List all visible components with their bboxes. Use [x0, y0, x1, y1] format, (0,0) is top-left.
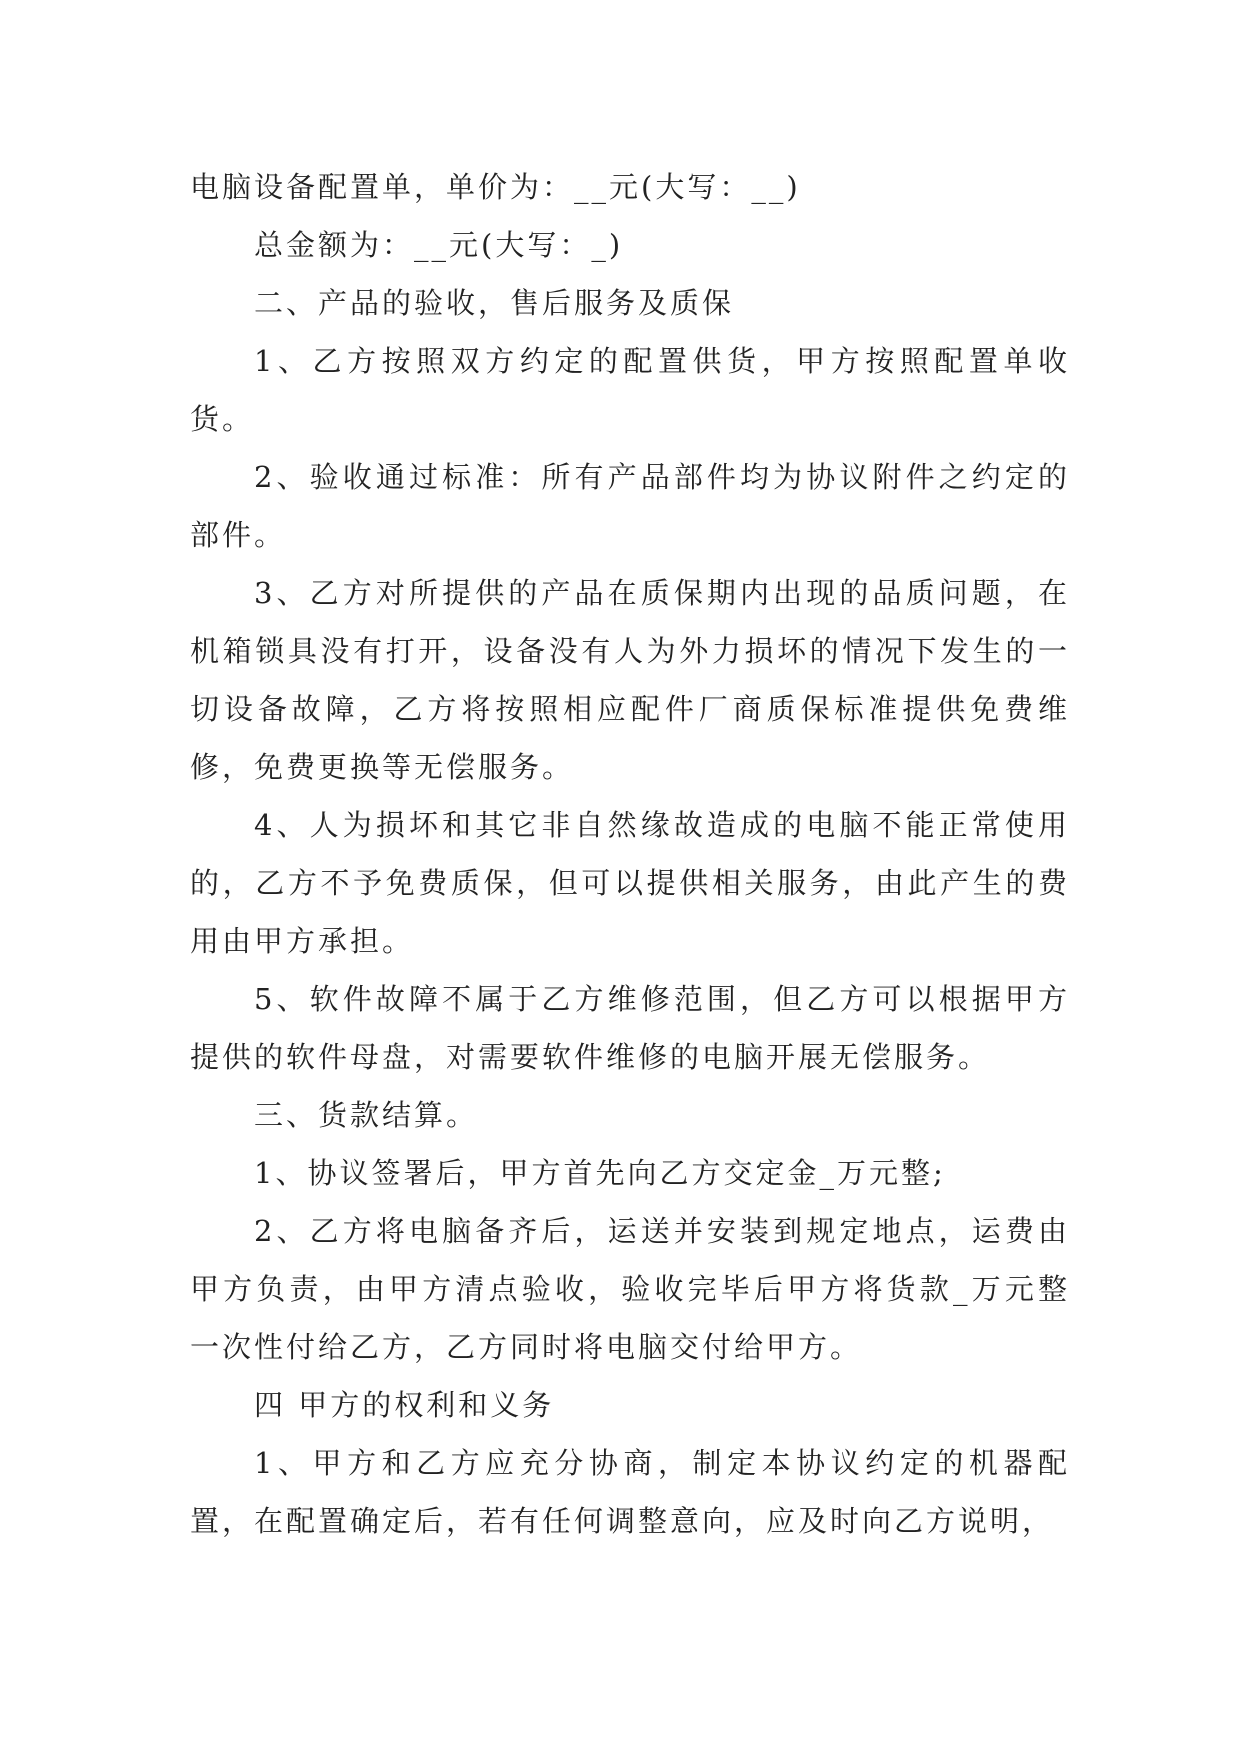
- paragraph-clause-2-1: 1、乙方按照双方约定的配置供货，甲方按照配置单收货。: [190, 344, 1070, 436]
- paragraph-clause-4-1: 1、甲方和乙方应充分协商，制定本协议约定的机器配置，在配置确定后，若有任何调整意向，应及时向乙方说明，: [190, 1446, 1070, 1538]
- paragraph-clause-3-2: 2、乙方将电脑备齐后，运送并安装到规定地点，运费由甲方负责，由甲方清点验收，验收完毕后甲方将货款_万元整一次性付给乙方，乙方同时将电脑交付给甲方。: [190, 1214, 1070, 1364]
- paragraph-clause-2-4: 4、人为损坏和其它非自然缘故造成的电脑不能正常使用的，乙方不予免费质保，但可以提供相关服务，由此产生的费用由甲方承担。: [190, 808, 1070, 958]
- paragraph-clause-3-1: 1、协议签署后，甲方首先向乙方交定金_万元整;: [254, 1156, 946, 1190]
- document-body: [190, 158, 1070, 1550]
- paragraph-clause-2-5: 5、软件故障不属于乙方维修范围，但乙方可以根据甲方提供的软件母盘，对需要软件维修的电脑开展无偿服务。: [190, 982, 1070, 1074]
- paragraph-clause-2-2: 2、验收通过标准：所有产品部件均为协议附件之约定的部件。: [190, 460, 1070, 552]
- paragraph-clause-2-3: 3、乙方对所提供的产品在质保期内出现的品质问题，在机箱锁具没有打开，设备没有人为外力损坏的情况下发生的一切设备故障，乙方将按照相应配件厂商质保标准提供免费维修，免费更换等无偿服务。: [190, 576, 1070, 784]
- section-heading-party-a-rights: 四 甲方的权利和义务: [254, 1388, 555, 1422]
- section-heading-acceptance: 二、产品的验收，售后服务及质保: [254, 286, 735, 320]
- paragraph-total-amount: 总金额为：__元(大写：_): [254, 228, 624, 262]
- paragraph-unit-price: 电脑设备配置单，单价为：__元(大写：__): [190, 170, 801, 204]
- section-heading-payment: 三、货款结算。: [254, 1098, 479, 1132]
